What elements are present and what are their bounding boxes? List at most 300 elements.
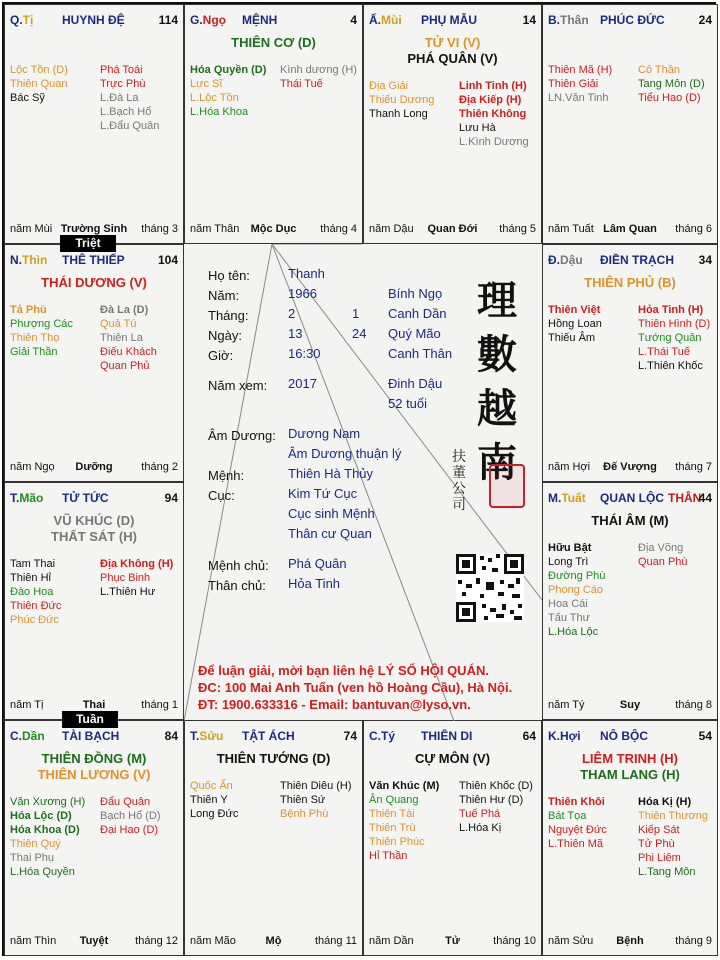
palace-position	[10, 13, 33, 27]
minor-star: Thiên Mã (H)	[548, 64, 613, 76]
value-day: 13	[288, 326, 303, 341]
main-star: VŨ KHÚC (D)	[53, 513, 135, 528]
minor-star: Phục Binh	[100, 572, 151, 584]
minor-star: Thiên Y	[190, 794, 228, 806]
minor-star: Tướng Quân	[638, 332, 702, 344]
month-label: tháng 4	[320, 223, 357, 235]
main-star: THIÊN PHỦ (B)	[584, 275, 676, 290]
minor-stars-left	[369, 779, 457, 863]
minor-stars-left	[548, 303, 636, 345]
minor-star: Linh Tinh (H)	[459, 80, 527, 92]
minor-star: Hóa Quyền (D)	[190, 64, 267, 76]
minor-star: Địa Võng	[638, 542, 684, 554]
main-stars	[5, 275, 183, 291]
minor-star: Hỏa Tinh (H)	[638, 304, 704, 316]
palace-title: THÊ THIẾP	[62, 253, 125, 267]
logo-char: 越	[477, 385, 517, 432]
palace-header	[548, 13, 712, 29]
palace-number: 84	[164, 729, 178, 743]
minor-star: Đào Hoa	[10, 586, 54, 598]
minor-star: Đường Phù	[548, 570, 606, 582]
palace-cell-quan-loc[interactable]	[542, 482, 718, 720]
value-age: 52 tuổi	[388, 396, 428, 411]
horoscope-board	[2, 2, 716, 956]
year-label: năm Dậu	[369, 223, 414, 235]
palace-number: 54	[698, 729, 712, 743]
minor-star: L.Thái Tuế	[638, 346, 690, 358]
branch-prefix: Ấ.	[369, 13, 381, 27]
palace-title: THIÊN DI	[421, 729, 473, 743]
branch-name: Tý	[381, 729, 396, 743]
minor-star: Thiên Việt	[548, 304, 601, 316]
minor-star: Tam Thai	[10, 558, 56, 570]
life-stage: Tử	[445, 935, 460, 947]
label-year: Năm:	[208, 288, 240, 303]
value-hour-can: Canh Thân	[388, 346, 453, 361]
life-stage: Thai	[82, 699, 106, 711]
minor-star: Tuế Phá	[459, 808, 501, 820]
value-menh-chu: Phá Quân	[288, 556, 347, 571]
value-name: Thanh	[288, 266, 325, 281]
triet-tag: Triệt	[60, 235, 116, 252]
contact-address: ĐC: 100 Mai Anh Tuấn (ven hồ Hoàng Cầu), Hà Nội.	[198, 680, 513, 695]
main-star: TỬ VI (V)	[424, 35, 481, 50]
minor-star: Tiểu Hao (D)	[638, 92, 701, 104]
palace-position	[369, 729, 395, 743]
life-stage: Dưỡng	[75, 461, 113, 473]
minor-star: Phi Liêm	[638, 852, 681, 864]
minor-star: Thiên Khốc (D)	[459, 780, 533, 792]
minor-star: Thiên Hình (D)	[638, 318, 711, 330]
minor-stars-right	[459, 79, 547, 149]
palace-position	[369, 13, 402, 27]
minor-star: L.Đẩu Quân	[100, 120, 160, 132]
seal-text: 扶董公司	[452, 449, 466, 513]
palace-footer	[10, 461, 178, 475]
contact-phone-email[interactable]: ĐT: 1900.633316 - Email: bantuvan@lyso.vn.	[198, 697, 471, 712]
year-label: năm Ngọ	[10, 461, 55, 473]
palace-number: 114	[158, 13, 178, 27]
life-stage: Mộc Dục	[250, 223, 297, 235]
value-day-can: Quý Mão	[388, 326, 441, 341]
month-label: tháng 7	[675, 461, 712, 473]
palace-number: 34	[698, 253, 712, 267]
minor-star: Địa Kiếp (H)	[459, 94, 522, 106]
palace-cell-tat-ach[interactable]	[184, 720, 363, 956]
palace-title: TẬT ÁCH	[242, 729, 295, 743]
minor-star: Hóa Khoa (D)	[10, 824, 80, 836]
palace-position	[10, 729, 45, 743]
main-star: LIÊM TRINH (H)	[581, 751, 679, 766]
minor-star: Thiên Tài	[369, 808, 415, 820]
minor-star: Thiên Thọ	[10, 332, 60, 344]
palace-name	[62, 253, 125, 267]
branch-prefix: K.	[548, 729, 560, 743]
year-label: năm Tị	[10, 699, 44, 711]
minor-stars-left	[10, 795, 98, 879]
palace-number: 44	[698, 491, 712, 505]
value-month-can: Canh Dần	[388, 306, 447, 321]
palace-footer	[548, 935, 712, 949]
palace-name	[600, 729, 648, 743]
minor-star: L.Lộc Tồn	[190, 92, 239, 104]
palace-name	[242, 13, 277, 27]
palace-number: 64	[522, 729, 536, 743]
month-label: tháng 6	[675, 223, 712, 235]
minor-star: Quả Tú	[100, 318, 137, 330]
minor-stars-right	[100, 303, 188, 373]
month-label: tháng 11	[314, 935, 357, 947]
main-stars	[5, 751, 183, 783]
value-am-duong-2: Âm Dương thuận lý	[288, 446, 402, 461]
minor-stars-right	[638, 303, 720, 373]
palace-position	[548, 491, 586, 505]
minor-stars-left	[369, 79, 457, 121]
value-cuc-2: Cục sinh Mệnh	[288, 506, 375, 521]
life-stage: Tuyệt	[79, 935, 109, 947]
minor-star: Phượng Các	[10, 318, 73, 330]
palace-cell-tu-tuc[interactable]	[4, 482, 184, 720]
minor-star: Văn Khúc (M)	[369, 780, 440, 792]
minor-star: Đà La (D)	[100, 304, 149, 316]
palace-cell-menh[interactable]	[184, 4, 363, 244]
palace-header	[548, 491, 712, 507]
label-hour: Giờ:	[208, 348, 234, 363]
minor-star: Phong Cáo	[548, 584, 604, 596]
minor-stars-left	[548, 63, 636, 105]
minor-star: Thanh Long	[369, 108, 428, 120]
minor-star: Đại Hao (D)	[100, 824, 159, 836]
minor-star: Thai Phụ	[10, 852, 55, 864]
main-star: THAM LANG (H)	[580, 767, 680, 782]
minor-star: Đẩu Quân	[100, 796, 151, 808]
branch-name: Mùi	[381, 13, 402, 27]
minor-star: L.Kình Dương	[459, 136, 529, 148]
month-label: tháng 8	[675, 699, 712, 711]
life-stage: Trường Sinh	[60, 223, 128, 235]
minor-stars-right	[280, 779, 368, 821]
palace-number: 14	[522, 13, 536, 27]
minor-star: Bát Tọa	[548, 810, 587, 822]
branch-prefix: M.	[548, 491, 562, 505]
main-star: THÁI ÂM (M)	[591, 513, 669, 528]
palace-footer	[548, 223, 712, 237]
palace-header	[10, 253, 178, 269]
label-month: Tháng:	[208, 308, 249, 323]
minor-stars-right	[280, 63, 368, 91]
palace-name	[242, 729, 295, 743]
contact-info	[198, 662, 512, 713]
palace-position	[548, 13, 589, 27]
palace-position	[190, 13, 226, 27]
branch-prefix: N.	[10, 253, 22, 267]
palace-cell-thien-di[interactable]	[363, 720, 542, 956]
minor-stars-left	[190, 63, 278, 119]
palace-position	[10, 253, 47, 267]
minor-stars-right	[638, 795, 720, 879]
minor-star: Lực Sĩ	[190, 78, 223, 90]
life-stage: Đế Vượng	[603, 461, 657, 473]
palace-position	[10, 491, 43, 505]
year-label: năm Hợi	[548, 461, 591, 473]
calligraphy-logo	[472, 274, 522, 490]
minor-stars-right	[100, 63, 188, 133]
minor-star: Địa Giải	[369, 80, 409, 92]
value-view-year-can: Đinh Dậu	[388, 376, 443, 391]
branch-name: Dậu	[560, 253, 583, 267]
palace-title: TÀI BẠCH	[62, 729, 120, 743]
main-star: CỰ MÔN (V)	[414, 751, 491, 766]
palace-name	[62, 729, 119, 743]
palace-title: MỆNH	[242, 13, 278, 27]
minor-star: Cô Thần	[638, 64, 680, 76]
minor-star: Hồng Loan	[548, 318, 602, 330]
minor-star: Bác Sỹ	[10, 92, 45, 104]
month-label: tháng 12	[135, 935, 178, 947]
main-stars	[364, 751, 541, 767]
minor-stars-left	[190, 779, 278, 821]
year-label: năm Dần	[369, 935, 414, 947]
value-cuc-3: Thân cư Quan	[288, 526, 372, 541]
branch-name: Mão	[19, 491, 44, 505]
minor-star: L.Đà La	[100, 92, 139, 104]
minor-star: Lưu Hà	[459, 122, 496, 134]
main-star: THIÊN ĐỒNG (M)	[41, 751, 147, 766]
minor-star: Văn Xương (H)	[10, 796, 86, 808]
qr-code	[456, 554, 524, 622]
palace-title: NÔ BỘC	[600, 729, 648, 743]
minor-stars-left	[548, 541, 636, 639]
main-stars	[185, 751, 362, 767]
tuan-tag: Tuần	[62, 711, 118, 728]
main-stars	[543, 275, 717, 291]
value-than-chu: Hỏa Tinh	[288, 576, 341, 591]
month-label: tháng 1	[141, 699, 178, 711]
minor-star: Thiên Hỉ	[10, 572, 51, 584]
palace-header	[548, 729, 712, 745]
logo-char: 理	[477, 277, 517, 324]
minor-star: L.Hóa Khoa	[190, 106, 249, 118]
branch-prefix: C.	[369, 729, 381, 743]
main-stars	[543, 513, 717, 529]
minor-star: Nguyệt Đức	[548, 824, 607, 836]
month-label: tháng 10	[493, 935, 536, 947]
label-am-duong: Âm Dương:	[208, 428, 276, 443]
main-star: THÁI DƯƠNG (V)	[41, 275, 147, 290]
palace-number: 24	[698, 13, 712, 27]
minor-stars-left	[548, 795, 636, 851]
contact-line: Để luận giải, mời bạn liên hệ LÝ SỐ HỘI QUÁN.	[198, 663, 489, 678]
minor-star: Thiên Thương	[638, 810, 709, 822]
month-label: tháng 2	[141, 461, 178, 473]
minor-star: L.Bạch Hổ	[100, 106, 152, 118]
minor-star: Thiên Quý	[10, 838, 61, 850]
label-name: Họ tên:	[208, 268, 250, 283]
life-stage: Mộ	[265, 935, 282, 947]
year-label: năm Mão	[190, 935, 236, 947]
palace-footer	[369, 935, 536, 949]
minor-star: Điếu Khách	[100, 346, 157, 358]
main-star: PHÁ QUÂN (V)	[407, 51, 498, 66]
main-stars	[364, 35, 541, 67]
branch-name: Ngọ	[202, 13, 226, 27]
value-am-duong-1: Dương Nam	[288, 426, 361, 441]
palace-header	[10, 13, 178, 29]
life-stage: Quan Đới	[427, 223, 478, 235]
minor-star: Hóa Lộc (D)	[10, 810, 72, 822]
minor-star: Thiên Hư (D)	[459, 794, 524, 806]
palace-header	[369, 729, 536, 745]
minor-star: L.Thiên Hư	[100, 586, 156, 598]
label-cuc: Cục:	[208, 488, 235, 503]
minor-star: Hoa Cái	[548, 598, 588, 610]
main-stars	[5, 513, 183, 545]
minor-star: Quan Phủ	[100, 360, 150, 372]
minor-star: L.Thiên Khốc	[638, 360, 703, 372]
minor-star: Thiên Quan	[10, 78, 68, 90]
month-label: tháng 9	[675, 935, 712, 947]
minor-star: Thiên Khôi	[548, 796, 605, 808]
value-year: 1966	[288, 286, 317, 301]
body-palace-marker: THÂN	[668, 491, 702, 505]
palace-header	[548, 253, 712, 269]
year-label: năm Mùi	[10, 223, 53, 235]
value-month-lunar: 1	[352, 306, 360, 321]
minor-stars-right	[459, 779, 547, 835]
palace-cell-tai-bach[interactable]	[4, 720, 184, 956]
palace-name	[600, 491, 701, 505]
minor-star: Bệnh Phù	[280, 808, 329, 820]
minor-star: L.Tang Môn	[638, 866, 696, 878]
palace-cell-huynh-de[interactable]	[4, 4, 184, 244]
main-star: THIÊN CƠ (D)	[231, 35, 316, 50]
branch-name: Thìn	[22, 253, 48, 267]
minor-star: Bạch Hổ (D)	[100, 810, 161, 822]
minor-star: L.Thiên Mã	[548, 838, 604, 850]
minor-star: Tấu Thư	[548, 612, 591, 624]
value-day-lunar: 24	[352, 326, 367, 341]
minor-star: Thiên Không	[459, 108, 527, 120]
palace-name	[421, 13, 477, 27]
palace-title: HUYNH ĐỆ	[62, 13, 125, 27]
palace-footer	[369, 223, 536, 237]
minor-stars-left	[10, 63, 98, 105]
main-star: THIÊN TƯỚNG (D)	[216, 751, 331, 766]
month-label: tháng 3	[141, 223, 178, 235]
value-view-year: 2017	[288, 376, 317, 391]
branch-name: Tuất	[561, 491, 586, 505]
palace-footer	[548, 699, 712, 713]
minor-stars-left	[10, 303, 98, 359]
palace-position	[190, 729, 223, 743]
palace-name	[600, 253, 674, 267]
minor-star: Giải Thần	[10, 346, 58, 358]
minor-star: Ân Quang	[369, 794, 419, 806]
year-label: năm Thìn	[10, 935, 57, 947]
palace-header	[10, 729, 178, 745]
label-view-year: Năm xem:	[208, 378, 268, 393]
year-label: năm Tuất	[548, 223, 594, 235]
palace-title: PHÚC ĐỨC	[600, 13, 665, 27]
minor-star: Hữu Bật	[548, 542, 592, 554]
palace-name	[600, 13, 665, 27]
palace-header	[369, 13, 536, 29]
red-seal-stamp	[489, 464, 525, 508]
life-stage: Suy	[619, 699, 641, 711]
minor-star: LN.Văn Tinh	[548, 92, 609, 104]
minor-star: Trực Phù	[100, 78, 146, 90]
minor-star: L.Hóa Quyền	[10, 866, 75, 878]
branch-name: Tị	[22, 13, 34, 27]
palace-name	[421, 729, 472, 743]
palace-position	[548, 729, 581, 743]
label-menh: Mệnh:	[208, 468, 245, 483]
palace-position	[548, 253, 583, 267]
minor-star: Thiếu Dương	[369, 94, 435, 106]
branch-name: Thân	[560, 13, 589, 27]
palace-name	[62, 491, 109, 505]
palace-title: PHỤ MẪU	[421, 13, 477, 27]
value-year-can: Bính Ngọ	[388, 286, 443, 301]
palace-number: 74	[343, 729, 357, 743]
minor-star: Thiên La	[100, 332, 143, 344]
year-label: năm Sửu	[548, 935, 594, 947]
minor-star: Thái Tuế	[280, 78, 323, 90]
main-stars	[543, 751, 717, 783]
label-than-chu: Thân chủ:	[208, 578, 266, 593]
minor-stars-right	[638, 541, 720, 569]
minor-star: Hỉ Thần	[369, 850, 408, 862]
palace-cell-the-thiep[interactable]	[4, 244, 184, 482]
branch-prefix: C.	[10, 729, 22, 743]
minor-star: Thiên Diêu (H)	[280, 780, 352, 792]
main-star: THẤT SÁT (H)	[51, 529, 137, 544]
minor-star: Hóa Kị (H)	[638, 796, 692, 808]
minor-star: Kình dương (H)	[280, 64, 357, 76]
minor-star: Thiên Phúc	[369, 836, 425, 848]
palace-cell-phuc-duc[interactable]	[542, 4, 718, 244]
palace-cell-no-boc[interactable]	[542, 720, 718, 956]
minor-star: Quan Phù	[638, 556, 688, 568]
main-stars	[185, 35, 362, 51]
branch-prefix: T.	[10, 491, 20, 505]
life-stage: Bệnh	[616, 935, 644, 947]
value-cuc-1: Kim Tứ Cục	[288, 486, 358, 501]
minor-star: Long Đức	[190, 808, 239, 820]
branch-name: Sửu	[199, 729, 224, 743]
palace-number: 4	[350, 13, 357, 27]
palace-cell-phu-mau[interactable]	[363, 4, 542, 244]
minor-star: Địa Không (H)	[100, 558, 174, 570]
branch-prefix: Đ.	[548, 253, 560, 267]
minor-star: Thiên Đức	[10, 600, 62, 612]
branch-name: Hợi	[560, 729, 581, 743]
branch-prefix: B.	[548, 13, 560, 27]
logo-char: 數	[477, 331, 517, 378]
minor-star: Quốc Ấn	[190, 780, 233, 792]
palace-title: ĐIỀN TRẠCH	[600, 253, 674, 267]
palace-cell-dien-trach[interactable]	[542, 244, 718, 482]
minor-star: L.Hóa Kị	[459, 822, 502, 834]
palace-header	[10, 491, 178, 507]
minor-star: Phá Toái	[100, 64, 143, 76]
label-menh-chu: Mệnh chủ:	[208, 558, 269, 573]
value-month: 2	[288, 306, 296, 321]
logo-char: 南	[477, 439, 517, 486]
minor-star: Lộc Tồn (D)	[10, 64, 68, 76]
palace-title: TỬ TỨC	[62, 491, 109, 505]
minor-star: Thiên Sứ	[280, 794, 326, 806]
